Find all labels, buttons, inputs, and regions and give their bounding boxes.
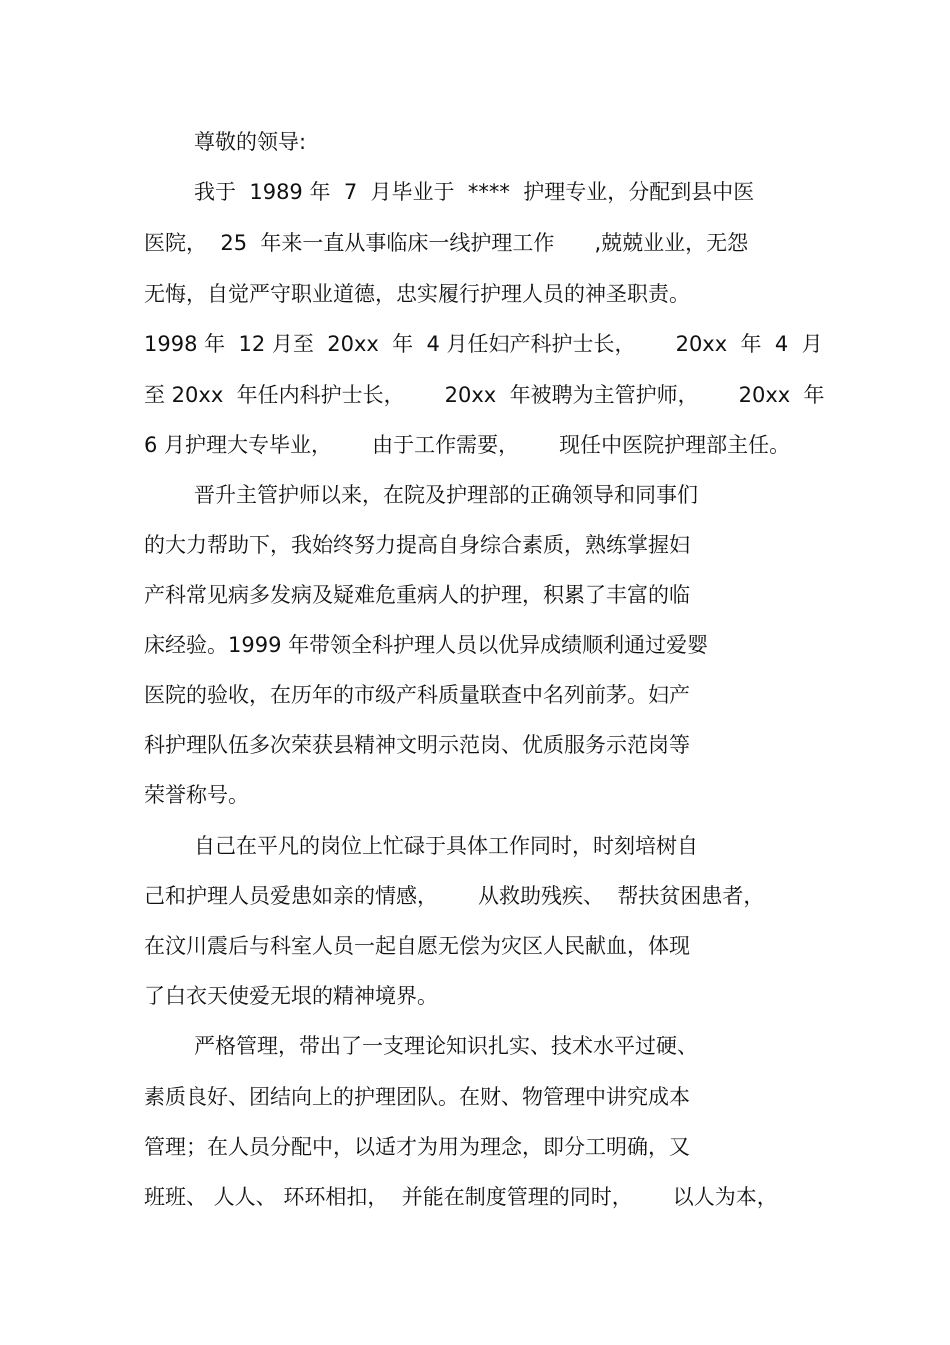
paragraph-line: 了白衣天使爱无垠的精神境界。: [144, 984, 438, 1008]
paragraph-line: 严格管理，带出了一支理论知识扎实、技术水平过硬、: [194, 1034, 698, 1058]
paragraph-line: 产科常见病多发病及疑难危重病人的护理，积累了丰富的临: [144, 583, 690, 607]
paragraph-line: 在汶川震后与科室人员一起自愿无偿为灾区人民献血，体现: [144, 934, 690, 958]
paragraph-line: 床经验。1999 年带领全科护理人员以优异成绩顺利通过爱婴: [144, 633, 709, 657]
paragraph-line: 自己在平凡的岗位上忙碌于具体工作同时，时刻培树自: [194, 834, 698, 858]
salutation: 尊敬的领导:: [194, 130, 307, 154]
paragraph-line: 晋升主管护师以来，在院及护理部的正确领导和同事们: [194, 483, 698, 507]
paragraph-line: 己和护理人员爱患如亲的情感， 从救助残疾、 帮扶贫困患者，: [144, 884, 765, 908]
paragraph-line: 荣誉称号。: [144, 783, 249, 807]
paragraph-line: 医院的验收，在历年的市级产科质量联查中名列前茅。妇产: [144, 683, 690, 707]
paragraph-line: 1998 年 12 月至 20xx 年 4 月任妇产科护士长， 20xx 年 4 月: [144, 332, 823, 356]
paragraph-line: 科护理队伍多次荣获县精神文明示范岗、优质服务示范岗等: [144, 733, 690, 757]
paragraph-line: 至 20xx 年任内科护士长， 20xx 年被聘为主管护师， 20xx 年: [144, 383, 825, 407]
paragraph-line: 我于 1989 年 7 月毕业于 **** 护理专业，分配到县中医: [194, 180, 755, 204]
paragraph-line: 的大力帮助下，我始终努力提高自身综合素质，熟练掌握妇: [144, 533, 690, 557]
paragraph-line: 6 月护理大专毕业， 由于工作需要， 现任中医院护理部主任。: [144, 433, 791, 457]
paragraph-line: 医院， 25 年来一直从事临床一线护理工作 ,兢兢业业，无怨: [144, 231, 749, 255]
paragraph-line: 班班、 人人、 环环相扣， 并能在制度管理的同时， 以人为本，: [144, 1185, 778, 1209]
paragraph-line: 无悔，自觉严守职业道德，忠实履行护理人员的神圣职责。: [144, 282, 690, 306]
paragraph-line: 素质良好、团结向上的护理团队。在财、物管理中讲究成本: [144, 1085, 690, 1109]
paragraph-line: 管理；在人员分配中，以适才为用为理念，即分工明确，又: [144, 1135, 690, 1159]
